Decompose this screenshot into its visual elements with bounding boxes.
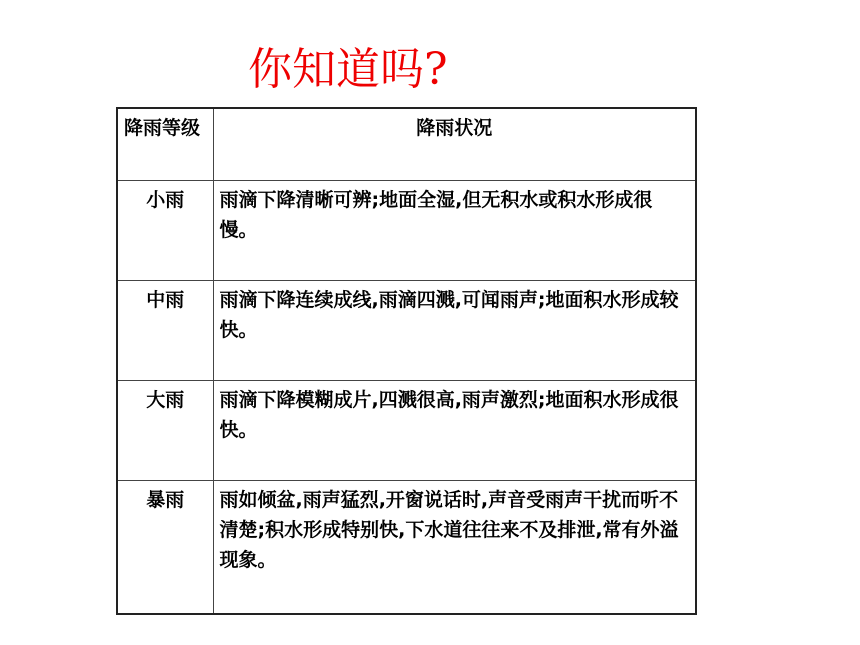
rain-level-cell: 中雨: [117, 280, 213, 380]
table-header-row: [117, 108, 696, 180]
header-rainfall-level: 降雨等级: [117, 108, 213, 180]
rain-description-cell: 雨如倾盆,雨声猛烈,开窗说话时,声音受雨声干扰而听不清楚;积水形成特别快,下水道往往来不及排泄,常有外溢现象。: [213, 480, 696, 614]
rain-description-cell: 雨滴下降连续成线,雨滴四溅,可闻雨声;地面积水形成较快。: [213, 280, 696, 380]
page-title: 你知道吗?: [248, 44, 448, 95]
table-row: [117, 480, 696, 614]
table-row: [117, 280, 696, 380]
rain-level-cell: 大雨: [117, 380, 213, 480]
rainfall-table: [116, 107, 697, 615]
rain-description-cell: 雨滴下降模糊成片,四溅很高,雨声激烈;地面积水形成很快。: [213, 380, 696, 480]
table-row: [117, 380, 696, 480]
header-rainfall-condition: 降雨状况: [213, 108, 696, 180]
rain-level-cell: 暴雨: [117, 480, 213, 614]
table-row: [117, 180, 696, 280]
rain-description-cell: 雨滴下降清晰可辨;地面全湿,但无积水或积水形成很慢。: [213, 180, 696, 280]
rain-level-cell: 小雨: [117, 180, 213, 280]
